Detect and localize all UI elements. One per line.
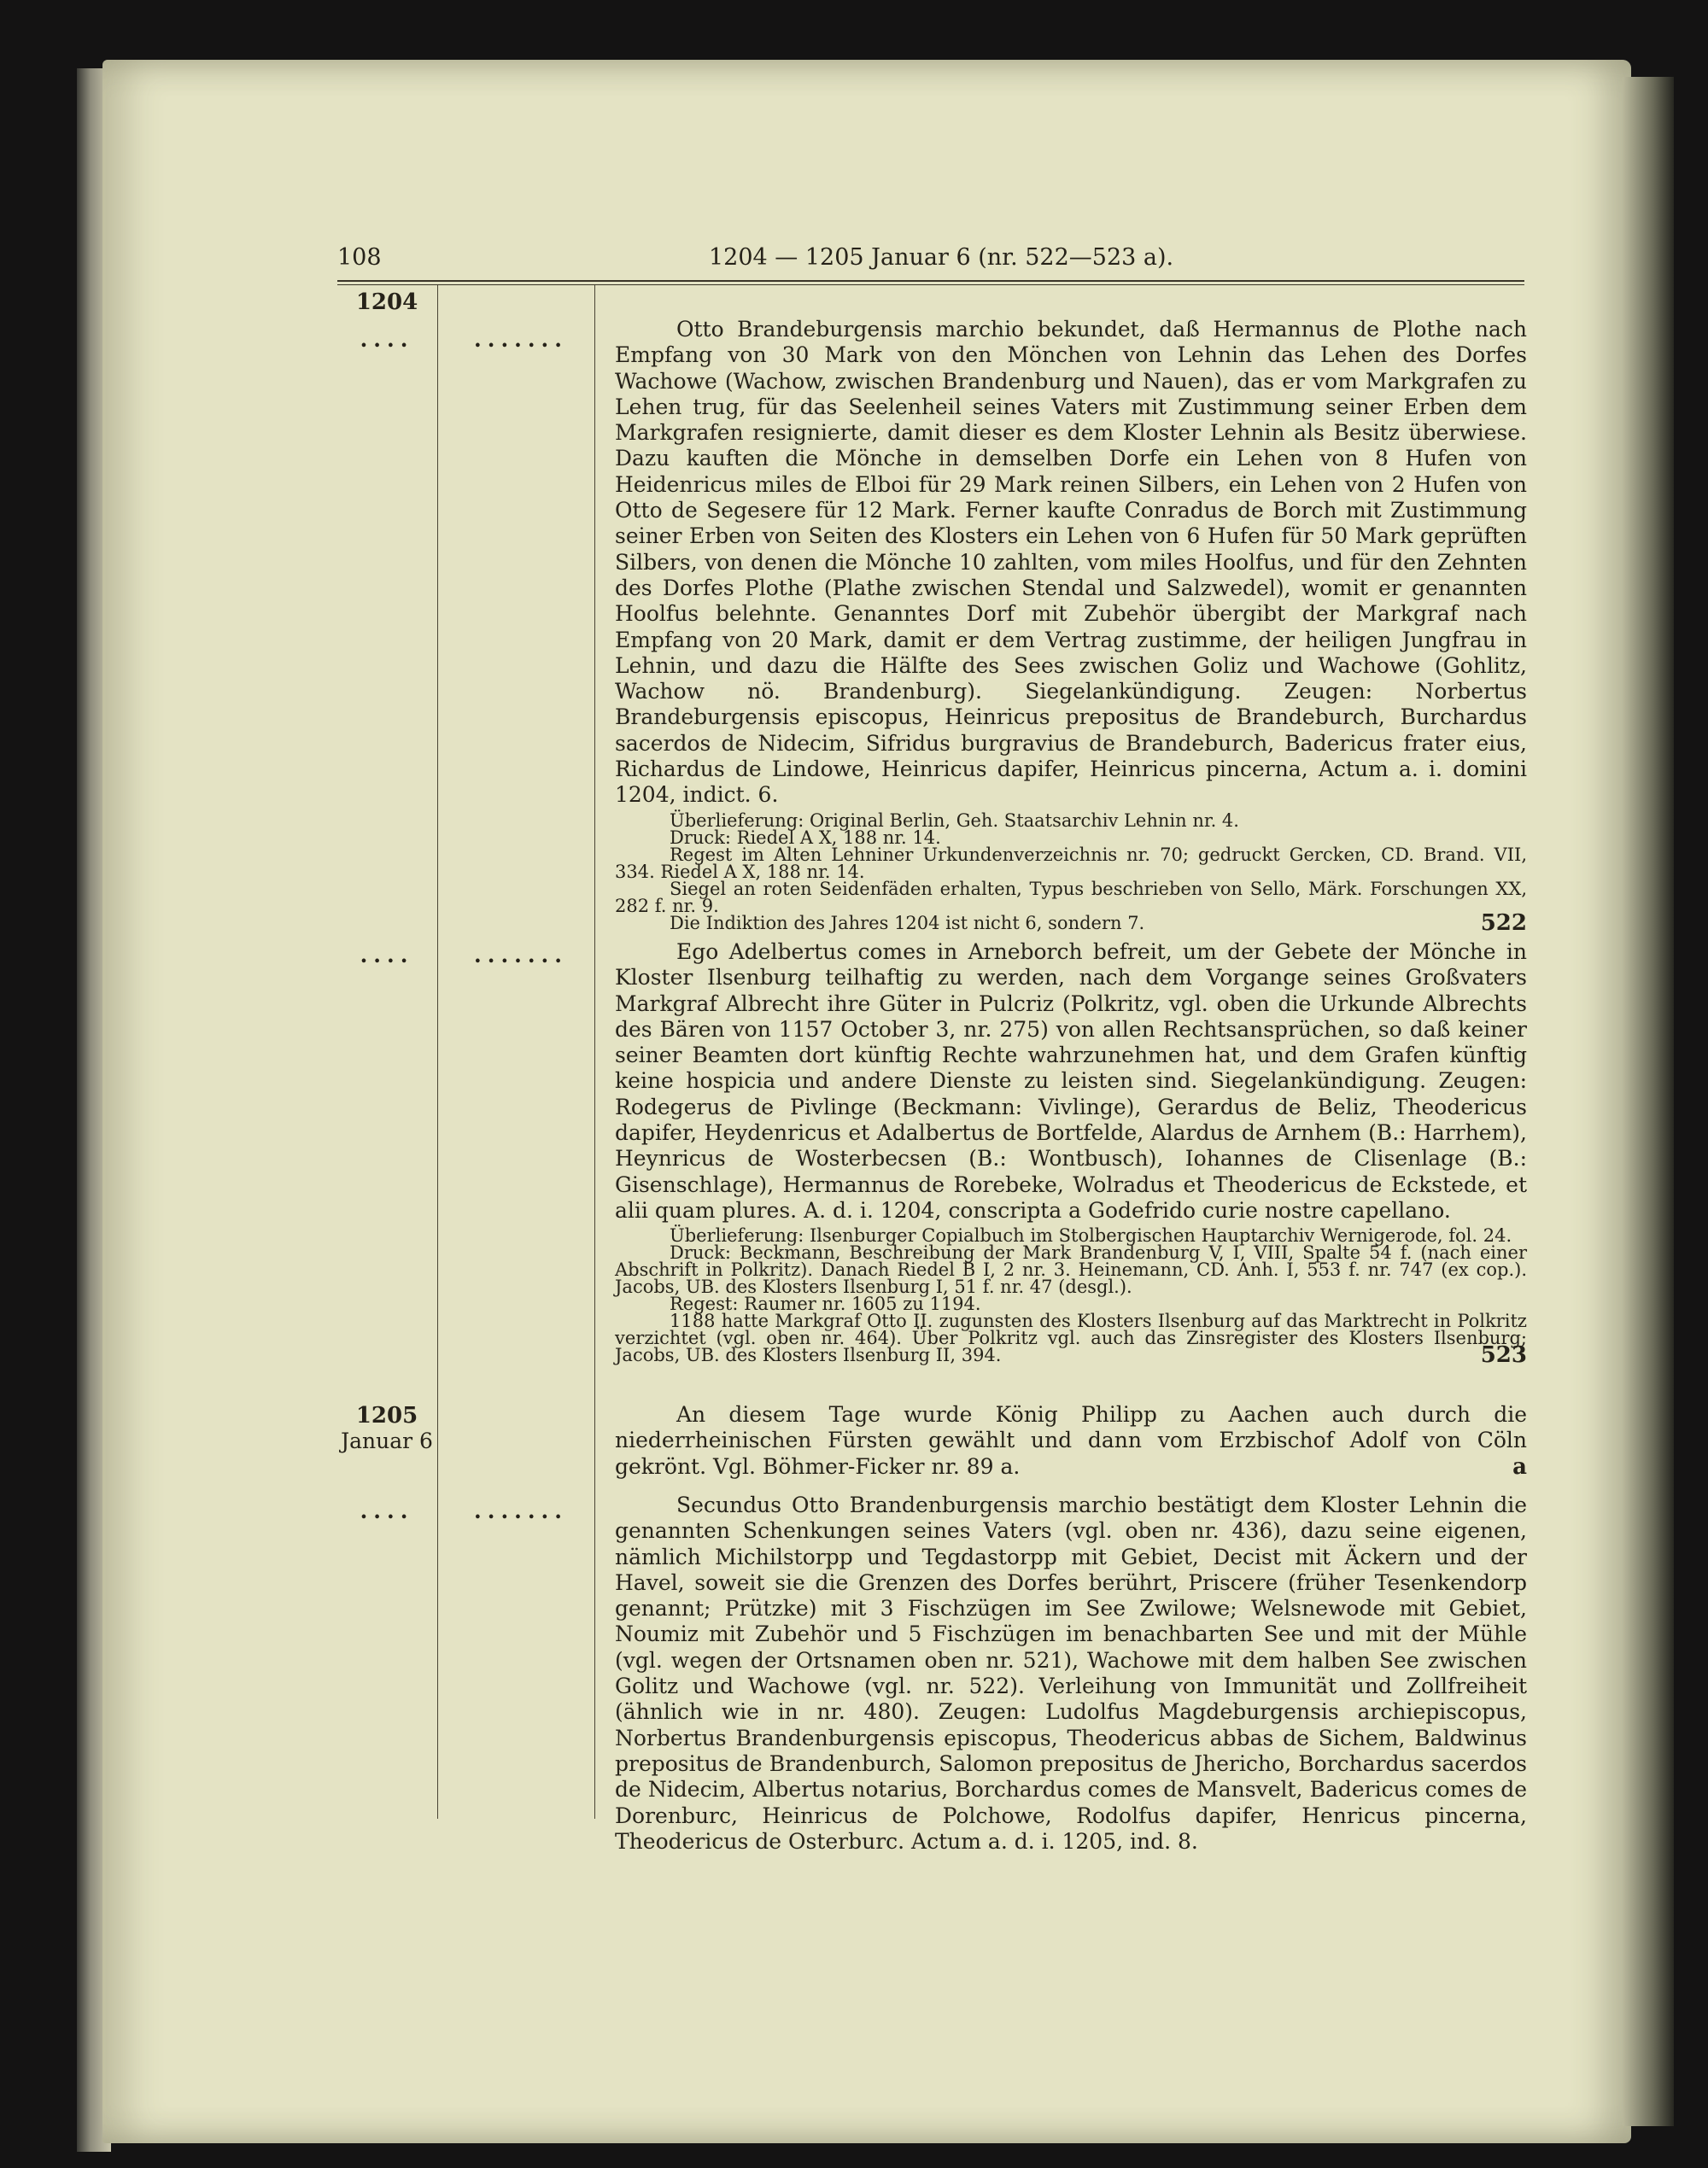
regest-text: An diesem Tage wurde König Philipp zu Aachen auch durch die niederrheinischen Fürsten gewählt und dann vom Erzbischof Adolf von Cöln gekrönt. Vgl. Böhmer-Ficker nr. 89 a. (615, 1402, 1527, 1479)
header-rule (337, 280, 1524, 282)
entry-number: a (1512, 1453, 1527, 1480)
regest-text: Otto Brandeburgensis marchio bekundet, daß Hermannus de Plothe nach Empfang von 30 Mark von den Mönchen von Lehnin das Lehen des Dorfes Wachowe (Wachow, zwischen Brandenburg und Nauen), das er vom Markgrafen zu Lehen trug, für das Seelenheil seines Vaters mit Zustimmung seiner Erben dem Markgrafen resignierte, damit dieser es dem Kloster Lehnin als Besitz überwiese. Dazu kauften die Mönche in demselben Dorfe ein Lehen von 8 Hufen von Heidenricus miles de Elboi für 29 Mark reinen Silbers, ein Lehen von 2 Hufen von Otto de Segesere für 12 Mark. Ferner kaufte Conradus de Borch mit Zustimmung seiner Erben von Seiten des Klosters ein Lehen von 6 Hufen für 50 Mark geprüften Silbers, von denen die Mönche 10 zahlten, vom miles Hoolfus, und für den Zehnten des Dorfes Plothe (Plathe zwischen Stendal und Salzwedel), womit er genannten Hoolfus belehnte. Genanntes Dorf mit Zubehör übergibt der Markgraf nach Empfang von 20 Mark, damit er dem Vertrag zustimme, der heiligen Jungfrau in Lehnin, und dazu die Hälfte des Sees zwischen Goliz und Wachowe (Gohlitz, Wachow nö. Brandenburg). Siegelankündigung. Zeugen: Norbertus Brandeburgensis episcopus, Heinricus prepositus de Brandeburch, Burchardus sacerdos de Nidecim, Sifridus burgravius de Brandeburch, Badericus frater eius, Richardus de Lindowe, Heinricus dapifer, Heinricus pincerna, Actum a. i. domini 1204, indict. 6. (615, 317, 1527, 808)
entry-dots-day: .... (360, 1499, 414, 1523)
note-ueberlieferung: Überlieferung: Ilsenburger Copialbuch im Stolbergischen Hauptarchiv Wernigerode, fol. 24. (670, 1225, 1512, 1247)
running-title: 1204 — 1205 Januar 6 (nr. 522—523 a). (709, 244, 1174, 271)
entry-year: 1204 (355, 289, 418, 315)
note-indiktion-text: Die Indiktion des Jahres 1204 ist nicht 6, sondern 7. (670, 912, 1145, 933)
page-number: 108 (337, 244, 382, 271)
note-polkritz-text: 1188 hatte Markgraf Otto II. zugunsten des Klosters Ilsenburg auf das Marktrecht in Polkritz verzichtet (vgl. oben nr. 464). Über Polkritz vgl. auch das Zinsregister des Klosters Ilsenburg; Jacobs, UB. des Klosters Ilsenburg II, 394. (615, 1311, 1527, 1366)
column-divider-2 (594, 285, 595, 1819)
regest-entry-523b (615, 1493, 1527, 1855)
regest-text: Ego Adelbertus comes in Arneborch befreit, um der Gebete der Mönche in Kloster Ilsenburg teilhaftig zu werden, nach dem Vorgange seines Großvaters Markgraf Albrecht ihre Güter in Pulcriz (Polkritz, vgl. oben die Urkunde Albrechts des Bären von 1157 October 3, nr. 275) von allen Rechtsansprüchen, so daß keiner seiner Beamten dort künftig Rechte wahrzunehmen hat, und dem Grafen künftig keine hospicia und andere Dienste zu leisten sind. Siegelankündigung. Zeugen: Rodegerus de Pivlinge (Beckmann: Vivlinge), Gerardus de Beliz, Theodericus dapifer, Heydenricus et Adalbertus de Bortfelde, Alardus de Arnhem (B.: Harrhem), Heynricus de Wosterbecsen (B.: Wontbusch), Iohannes de Clisenlage (B.: Gisenschlage), Hermannus de Rorebeke, Wolradus et Theodericus de Eckstede, et alii quam plures. A. d. i. 1204, conscripta a Godefrido curie nostre capellano. (615, 939, 1527, 1223)
regest-entry-523 (615, 939, 1527, 1369)
note-siegel: Siegel an roten Seidenfäden erhalten, Typus beschrieben von Sello, Märk. Forschungen XX, 282 f. nr. 9. (615, 878, 1527, 916)
header-rule-thin (337, 284, 1524, 285)
entry-dots-place: ....... (474, 327, 568, 352)
entry-dots-place: ....... (474, 943, 568, 967)
regest-text-wrap (615, 1402, 1527, 1480)
regest-entry-523a (615, 1402, 1527, 1480)
entry-year: 1205 (355, 1403, 418, 1429)
column-divider-1 (437, 285, 438, 1819)
regest-notes (615, 809, 1527, 936)
note-indiktion (615, 909, 1527, 936)
regest-text: Secundus Otto Brandenburgensis marchio bestätigt dem Kloster Lehnin die genannten Schenkungen seines Vaters (vgl. oben nr. 436), dazu seine eigenen, nämlich Michilstorpp und Tegdastorpp mit Gebiet, Decist mit Äckern und der Havel, soweit sie die Grenzen des Dorfes berührt, Priscere (früher Tesenkendorp genannt; Prützke) mit 3 Fischzügen im See Zwilowe; Welsnewode mit Gebiet, Noumiz mit Zubehör und 5 Fischzügen im benachbarten See und mit der Mühle (vgl. wegen der Ortsnamen oben nr. 521), Wachowe mit dem halben See zwischen Golitz und Wachowe (vgl. nr. 522). Verleihung von Immunität und Zollfreiheit (ähnlich wie in nr. 480). Zeugen: Ludolfus Magdeburgensis archiepiscopus, Norbertus Brandenburgensis episcopus, Theodericus abbas de Sichem, Baldwinus prepositus de Brandenburch, Salomon prepositus de Jhericho, Borchardus sacerdos de Nidecim, Albertus notarius, Borchardus comes de Mansvelt, Badericus comes de Dorenburc, Heinricus de Polchowe, Rodolfus dapifer, Henricus pincerna, Theodericus de Osterburc. Actum a. d. i. 1205, ind. 8. (615, 1493, 1527, 1854)
page-header (337, 244, 1524, 278)
note-ueberlieferung: Überlieferung: Original Berlin, Geh. Staatsarchiv Lehnin nr. 4. (670, 809, 1239, 831)
entry-number: 522 (1480, 909, 1527, 936)
note-druck: Druck: Beckmann, Beschreibung der Mark Brandenburg V, I, VIII, Spalte 54 f. (nach einer Abschrift in Polkritz). Danach Riedel B I, 2 nr. 3. Heinemann, CD. Anh. I, 553 f. nr. 747 (ex cop.). Jacobs, UB. des Klosters Ilsenburg I, 51 f. nr. 47 (desgl.). (615, 1242, 1527, 1298)
regest-notes (615, 1225, 1527, 1369)
regest-entry-522 (615, 317, 1527, 936)
entry-dots-day: .... (360, 327, 414, 352)
note-regest: Regest im Alten Lehniner Urkundenverzeichnis nr. 70; gedruckt Gercken, CD. Brand. VII, 334. Riedel A X, 188 nr. 14. (615, 844, 1527, 882)
entry-dots-day: .... (360, 943, 414, 967)
entry-dots-place: ....... (474, 1499, 568, 1523)
note-polkritz (615, 1311, 1527, 1369)
entry-number: 523 (1480, 1342, 1527, 1369)
book-right-edge (1623, 77, 1674, 2126)
note-druck: Druck: Riedel A X, 188 nr. 14. (670, 827, 941, 848)
note-regest: Regest: Raumer nr. 1605 zu 1194. (670, 1294, 981, 1315)
entry-date: Januar 6 (341, 1429, 433, 1453)
